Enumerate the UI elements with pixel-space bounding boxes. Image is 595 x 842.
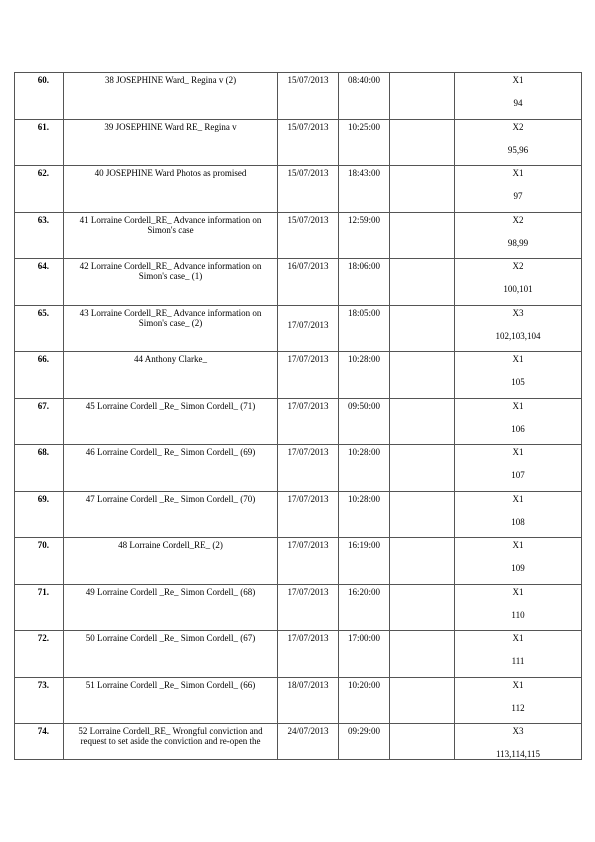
table-row [15, 305, 582, 352]
page-numbers: 94 [513, 98, 523, 108]
page-reference-cell [455, 73, 582, 120]
document-title: 49 Lorraine Cordell _Re_ Simon Cordell_ (68) [64, 584, 278, 631]
blank-cell [390, 259, 455, 306]
page-count: X1 [512, 354, 524, 364]
table-row [15, 398, 582, 445]
table-row [15, 212, 582, 259]
document-title: 44 Anthony Clarke_ [64, 352, 278, 399]
document-title: 43 Lorraine Cordell_RE_ Advance information on Simon's case_ (2) [64, 305, 278, 352]
document-time: 18:43:00 [339, 166, 390, 213]
blank-cell [390, 352, 455, 399]
row-number: 69. [15, 491, 64, 538]
document-time: 18:06:00 [339, 259, 390, 306]
page-numbers: 98,99 [507, 237, 529, 248]
page-count: X1 [512, 75, 524, 85]
document-date: 24/07/2013 [278, 724, 339, 760]
document-date: 15/07/2013 [278, 166, 339, 213]
page-reference-cell [455, 305, 582, 352]
page-numbers: 105 [511, 377, 525, 387]
document-title: 46 Lorraine Cordell_ Re_ Simon Cordell_ (69) [64, 445, 278, 492]
page-numbers: 111 [511, 656, 525, 666]
page-count: X3 [512, 307, 524, 318]
row-number: 60. [15, 73, 64, 120]
blank-cell [390, 445, 455, 492]
page-reference-cell [455, 445, 582, 492]
document-title: 50 Lorraine Cordell _Re_ Simon Cordell_ (67) [64, 631, 278, 678]
document-title: 40 JOSEPHINE Ward Photos as promised [64, 166, 278, 213]
document-date: 17/07/2013 [278, 445, 339, 492]
row-number: 62. [15, 166, 64, 213]
table-row [15, 352, 582, 399]
document-title: 39 JOSEPHINE Ward RE_ Regina v [64, 119, 278, 166]
row-number: 74. [15, 724, 64, 760]
document-date: 17/07/2013 [278, 352, 339, 399]
page-count: X2 [512, 121, 524, 132]
row-number: 63. [15, 212, 64, 259]
page-count: X3 [512, 726, 524, 736]
evidence-log-table [14, 72, 582, 760]
document-date: 17/07/2013 [278, 305, 339, 352]
table-row [15, 259, 582, 306]
table-row [15, 73, 582, 120]
document-time: 09:50:00 [339, 398, 390, 445]
page-reference-cell [455, 352, 582, 399]
document-title: 42 Lorraine Cordell_RE_ Advance information on Simon's case_ (1) [64, 259, 278, 306]
blank-cell [390, 119, 455, 166]
row-number: 72. [15, 631, 64, 678]
table-row [15, 491, 582, 538]
document-time: 10:28:00 [339, 445, 390, 492]
document-time: 10:28:00 [339, 491, 390, 538]
table-row [15, 677, 582, 724]
page-reference-cell [455, 538, 582, 585]
table-row [15, 631, 582, 678]
page-reference-cell [455, 631, 582, 678]
document-date: 17/07/2013 [278, 491, 339, 538]
document-time: 12:59:00 [339, 212, 390, 259]
row-number: 73. [15, 677, 64, 724]
page-numbers: 109 [511, 563, 525, 573]
page-reference-cell [455, 724, 582, 760]
page-reference-cell [455, 677, 582, 724]
page-numbers: 113,114,115 [496, 749, 540, 759]
page-reference-cell [455, 166, 582, 213]
document-date: 15/07/2013 [278, 119, 339, 166]
page-count: X1 [512, 400, 524, 411]
table-row [15, 119, 582, 166]
blank-cell [390, 584, 455, 631]
page-reference-cell [455, 584, 582, 631]
blank-cell [390, 166, 455, 213]
page-count: X2 [512, 261, 524, 271]
document-time: 09:29:00 [339, 724, 390, 760]
page-count: X1 [512, 679, 524, 690]
page-numbers: 95,96 [507, 144, 529, 155]
blank-cell [390, 631, 455, 678]
document-date: 18/07/2013 [278, 677, 339, 724]
document-title: 41 Lorraine Cordell_RE_ Advance information on Simon's case [64, 212, 278, 259]
page-numbers: 102,103,104 [495, 330, 541, 341]
page-numbers: 100,101 [503, 284, 533, 294]
document-title: 47 Lorraine Cordell _Re_ Simon Cordell_ (70) [64, 491, 278, 538]
page-reference-cell [455, 491, 582, 538]
table-row [15, 584, 582, 631]
document-date: 15/07/2013 [278, 212, 339, 259]
document-title: 48 Lorraine Cordell_RE_ (2) [64, 538, 278, 585]
document-date: 17/07/2013 [278, 398, 339, 445]
table-row [15, 445, 582, 492]
row-number: 70. [15, 538, 64, 585]
page-count: X1 [512, 168, 524, 178]
document-title: 45 Lorraine Cordell _Re_ Simon Cordell_ (71) [64, 398, 278, 445]
document-time: 17:00:00 [339, 631, 390, 678]
page-numbers: 108 [511, 516, 525, 527]
document-time: 10:20:00 [339, 677, 390, 724]
page-count: X1 [512, 586, 524, 597]
blank-cell [390, 305, 455, 352]
page-reference-cell [455, 212, 582, 259]
document-time: 16:20:00 [339, 584, 390, 631]
row-number: 66. [15, 352, 64, 399]
row-number: 65. [15, 305, 64, 352]
document-title: 51 Lorraine Cordell _Re_ Simon Cordell_ (66) [64, 677, 278, 724]
table-body [15, 73, 582, 760]
page-count: X2 [512, 214, 524, 225]
page-count: X1 [512, 493, 524, 504]
page-numbers: 107 [511, 470, 525, 480]
blank-cell [390, 677, 455, 724]
blank-cell [390, 398, 455, 445]
page-numbers: 106 [511, 423, 525, 434]
page-count: X1 [512, 540, 524, 550]
row-number: 64. [15, 259, 64, 306]
row-number: 71. [15, 584, 64, 631]
document-title: 52 Lorraine Cordell_RE_ Wrongful conviction and request to set aside the conviction and re-open the [64, 724, 278, 760]
document-date: 17/07/2013 [278, 631, 339, 678]
table-row [15, 538, 582, 585]
table-row [15, 724, 582, 760]
document-date: 17/07/2013 [278, 538, 339, 585]
document-time: 10:28:00 [339, 352, 390, 399]
table-row [15, 166, 582, 213]
blank-cell [390, 491, 455, 538]
blank-cell [390, 212, 455, 259]
page-numbers: 110 [511, 609, 525, 620]
blank-cell [390, 73, 455, 120]
blank-cell [390, 538, 455, 585]
document-time: 08:40:00 [339, 73, 390, 120]
page-numbers: 97 [513, 191, 523, 201]
document-time: 16:19:00 [339, 538, 390, 585]
page-numbers: 112 [511, 702, 525, 713]
page-count: X1 [512, 633, 524, 643]
blank-cell [390, 724, 455, 760]
row-number: 68. [15, 445, 64, 492]
document-title: 38 JOSEPHINE Ward_ Regina v (2) [64, 73, 278, 120]
page-count: X1 [512, 447, 524, 457]
document-date: 16/07/2013 [278, 259, 339, 306]
document-time: 10:25:00 [339, 119, 390, 166]
page-reference-cell [455, 398, 582, 445]
row-number: 61. [15, 119, 64, 166]
page-reference-cell [455, 259, 582, 306]
document-date: 15/07/2013 [278, 73, 339, 120]
document-date: 17/07/2013 [278, 584, 339, 631]
page-reference-cell [455, 119, 582, 166]
row-number: 67. [15, 398, 64, 445]
document-time: 18:05:00 [339, 305, 390, 352]
